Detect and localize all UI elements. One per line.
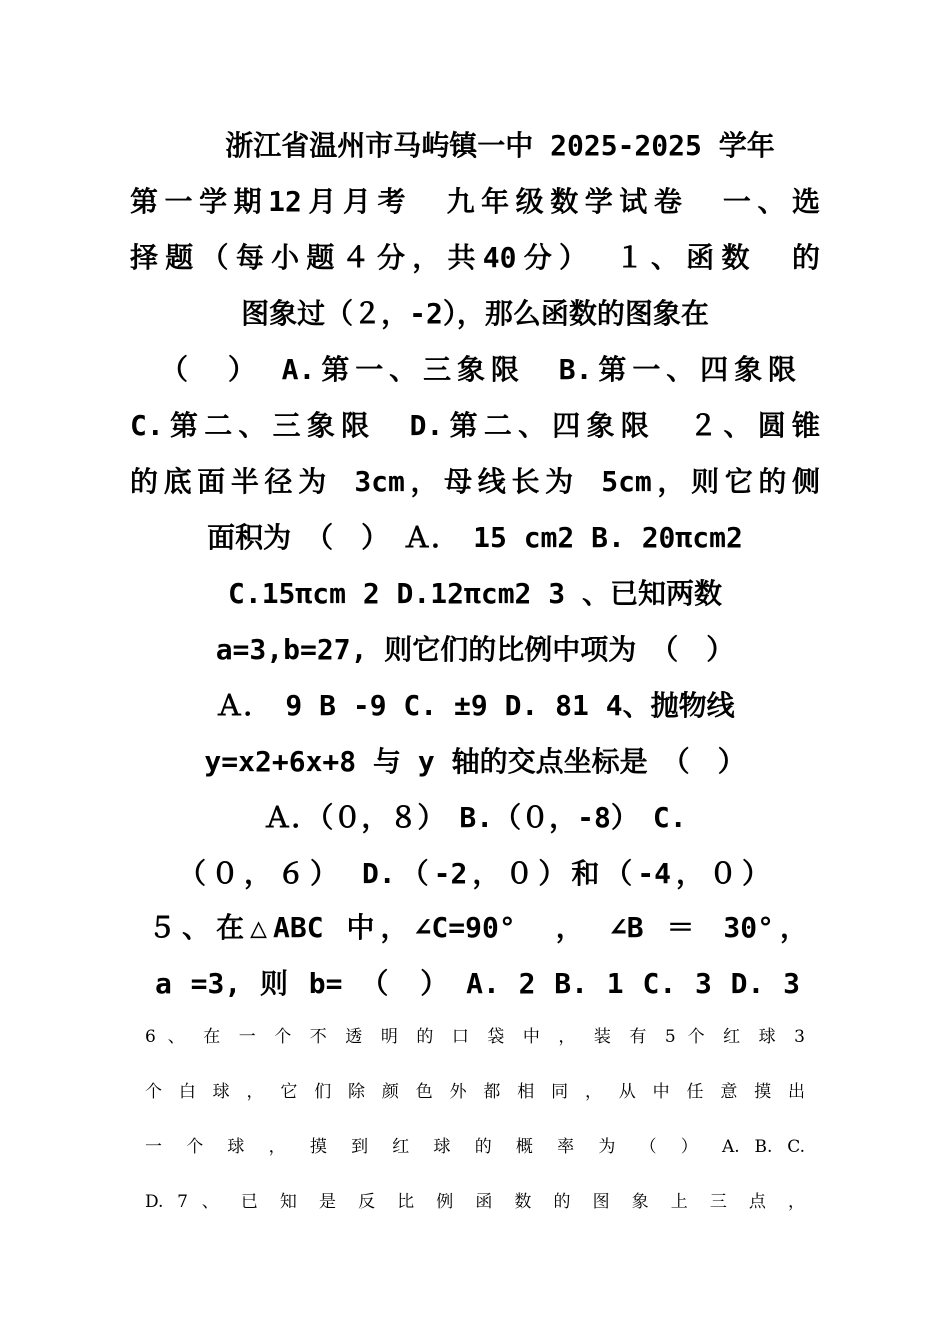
- text-line-4: 图象过（２，-2），那么函数的图象在: [241, 297, 709, 330]
- question-7-line-1: D. 7 、 已 知 是 反 比 例 函 数 的 图 象 上 三 点 ，: [145, 1192, 805, 1212]
- text-line-12: y=x2+6x+8 与 y 轴的交点坐标是 （ ）: [204, 745, 746, 778]
- text-line-15: ５、在△ABC 中，∠C=90° ， ∠B ＝ 30°，: [148, 911, 808, 944]
- text-line-7: 的底面半径为 3cm，母线长为 5cm，则它的侧: [130, 465, 820, 498]
- question-6-line-2: 个 白 球 ， 它 们 除 颜 色 外 都 相 同 ， 从 中 任 意 摸 出: [145, 1082, 805, 1102]
- text-line-16: a =3, 则 b= （ ） A. 2 B. 1 C. 3 D. 3: [155, 967, 800, 1000]
- text-line-5: （ ） A.第一、三象限 B.第一、四象限: [160, 353, 796, 386]
- text-line-10: a=3,b=27, 则它们的比例中项为 （ ）: [215, 633, 735, 666]
- exam-title-line: 浙江省温州市马屿镇一中 2025-2025 学年: [225, 129, 775, 162]
- question-6-line-1: 6 、 在 一 个 不 透 明 的 口 袋 中 ， 装 有 5 个 红 球 3: [145, 1027, 805, 1047]
- question-6-line-3: 一 个 球 ， 摸 到 红 球 的 概 率 为 （ ） A. B. C.: [145, 1137, 805, 1157]
- text-line-14: （０，６） D.（-2，０）和（-4，０）: [178, 857, 770, 890]
- text-line-3: 择题（每小题４分，共40分） １、函数 的: [130, 241, 820, 274]
- text-line-9: C.15πcm 2 D.12πcm2 3 、已知两数: [227, 577, 722, 610]
- text-line-2: 第一学期12月月考 九年级数学试卷 一、选: [130, 185, 820, 218]
- text-line-6: C.第二、三象限 D.第二、四象限 ２、圆锥: [130, 409, 820, 442]
- text-line-8: 面积为 （ ） Ａ． 15 cm2 B. 20πcm2: [207, 521, 743, 554]
- text-line-13: Ａ．（０，８） B.（０，-8） C.: [263, 801, 687, 834]
- text-line-11: Ａ． 9 B -9 C. ±9 D. 81 4、抛物线: [215, 689, 735, 722]
